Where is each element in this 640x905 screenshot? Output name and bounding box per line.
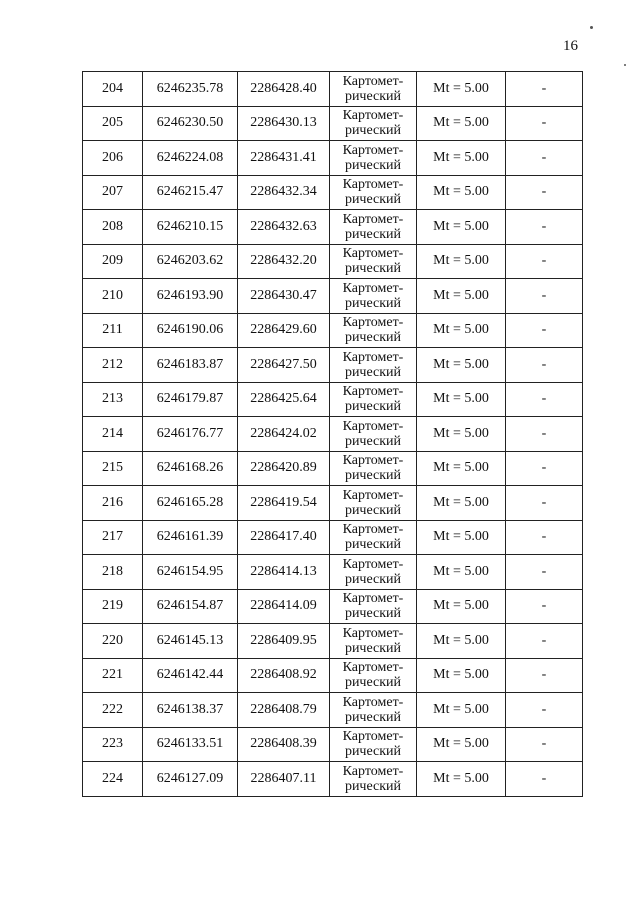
accuracy-cell: Mt = 5.00 — [417, 210, 506, 245]
x-coordinate-cell: 6246165.28 — [143, 486, 238, 521]
point-number-cell: 218 — [83, 555, 143, 590]
method-line-1: Картомет- — [342, 729, 404, 745]
point-number-cell: 207 — [83, 175, 143, 210]
table-row — [83, 451, 583, 486]
accuracy-cell: Mt = 5.00 — [417, 382, 506, 417]
table-row — [83, 693, 583, 728]
method-line-2: рический — [344, 675, 402, 691]
method-line-1: Картомет- — [342, 73, 404, 89]
y-coordinate-cell: 2286432.34 — [238, 175, 330, 210]
note-cell: - — [506, 520, 583, 555]
note-cell: - — [506, 141, 583, 176]
point-number-cell: 212 — [83, 348, 143, 383]
x-coordinate-cell: 6246133.51 — [143, 727, 238, 762]
point-number-cell: 208 — [83, 210, 143, 245]
table-row — [83, 624, 583, 659]
y-coordinate-cell: 2286409.95 — [238, 624, 330, 659]
x-coordinate-cell: 6246168.26 — [143, 451, 238, 486]
y-coordinate-cell: 2286430.13 — [238, 106, 330, 141]
method-cell — [330, 210, 417, 245]
table-row — [83, 417, 583, 452]
table-row — [83, 175, 583, 210]
coordinates-table — [82, 71, 583, 797]
method-line-1: Картомет- — [342, 177, 404, 193]
method-line-2: рический — [344, 295, 402, 311]
y-coordinate-cell: 2286417.40 — [238, 520, 330, 555]
point-number-cell: 210 — [83, 279, 143, 314]
x-coordinate-cell: 6246161.39 — [143, 520, 238, 555]
accuracy-cell: Mt = 5.00 — [417, 520, 506, 555]
table-row — [83, 348, 583, 383]
y-coordinate-cell: 2286430.47 — [238, 279, 330, 314]
method-line-1: Картомет- — [342, 625, 404, 641]
table-row — [83, 244, 583, 279]
y-coordinate-cell: 2286428.40 — [238, 72, 330, 107]
point-number-cell: 221 — [83, 658, 143, 693]
note-cell: - — [506, 693, 583, 728]
scan-speck — [590, 26, 593, 29]
point-number-cell: 205 — [83, 106, 143, 141]
accuracy-cell: Mt = 5.00 — [417, 451, 506, 486]
method-line-2: рический — [344, 123, 402, 139]
method-cell — [330, 589, 417, 624]
method-line-2: рический — [344, 468, 402, 484]
note-cell: - — [506, 382, 583, 417]
note-cell: - — [506, 210, 583, 245]
note-cell: - — [506, 762, 583, 797]
method-line-1: Картомет- — [342, 453, 404, 469]
accuracy-cell: Mt = 5.00 — [417, 279, 506, 314]
accuracy-cell: Mt = 5.00 — [417, 72, 506, 107]
accuracy-cell: Mt = 5.00 — [417, 658, 506, 693]
method-line-2: рический — [344, 364, 402, 380]
x-coordinate-cell: 6246215.47 — [143, 175, 238, 210]
table-row — [83, 141, 583, 176]
method-cell — [330, 417, 417, 452]
point-number-cell: 209 — [83, 244, 143, 279]
table-row — [83, 762, 583, 797]
method-line-2: рический — [344, 399, 402, 415]
method-line-2: рический — [344, 744, 402, 760]
method-line-1: Картомет- — [342, 315, 404, 331]
method-line-1: Картомет- — [342, 384, 404, 400]
point-number-cell: 215 — [83, 451, 143, 486]
table-row — [83, 486, 583, 521]
y-coordinate-cell: 2286407.11 — [238, 762, 330, 797]
method-line-2: рический — [344, 157, 402, 173]
accuracy-cell: Mt = 5.00 — [417, 244, 506, 279]
method-cell — [330, 658, 417, 693]
method-line-2: рический — [344, 537, 402, 553]
x-coordinate-cell: 6246145.13 — [143, 624, 238, 659]
accuracy-cell: Mt = 5.00 — [417, 348, 506, 383]
x-coordinate-cell: 6246183.87 — [143, 348, 238, 383]
point-number-cell: 224 — [83, 762, 143, 797]
note-cell: - — [506, 279, 583, 314]
point-number-cell: 223 — [83, 727, 143, 762]
method-line-2: рический — [344, 571, 402, 587]
x-coordinate-cell: 6246193.90 — [143, 279, 238, 314]
note-cell: - — [506, 624, 583, 659]
table-row — [83, 72, 583, 107]
method-line-2: рический — [344, 88, 402, 104]
x-coordinate-cell: 6246230.50 — [143, 106, 238, 141]
table-row — [83, 520, 583, 555]
coordinates-table-body — [83, 72, 583, 797]
method-cell — [330, 175, 417, 210]
method-line-2: рический — [344, 192, 402, 208]
note-cell: - — [506, 727, 583, 762]
x-coordinate-cell: 6246154.87 — [143, 589, 238, 624]
note-cell: - — [506, 244, 583, 279]
method-cell — [330, 762, 417, 797]
table-row — [83, 313, 583, 348]
method-cell — [330, 106, 417, 141]
method-line-1: Картомет- — [342, 142, 404, 158]
accuracy-cell: Mt = 5.00 — [417, 417, 506, 452]
scan-speck — [624, 64, 626, 66]
method-cell — [330, 451, 417, 486]
note-cell: - — [506, 106, 583, 141]
accuracy-cell: Mt = 5.00 — [417, 693, 506, 728]
x-coordinate-cell: 6246190.06 — [143, 313, 238, 348]
method-line-1: Картомет- — [342, 591, 404, 607]
accuracy-cell: Mt = 5.00 — [417, 555, 506, 590]
table-row — [83, 727, 583, 762]
point-number-cell: 214 — [83, 417, 143, 452]
point-number-cell: 219 — [83, 589, 143, 624]
y-coordinate-cell: 2286408.79 — [238, 693, 330, 728]
x-coordinate-cell: 6246210.15 — [143, 210, 238, 245]
method-line-1: Картомет- — [342, 660, 404, 676]
method-cell — [330, 348, 417, 383]
note-cell: - — [506, 589, 583, 624]
x-coordinate-cell: 6246235.78 — [143, 72, 238, 107]
method-line-1: Картомет- — [342, 211, 404, 227]
method-cell — [330, 279, 417, 314]
accuracy-cell: Mt = 5.00 — [417, 624, 506, 659]
method-line-2: рический — [344, 709, 402, 725]
x-coordinate-cell: 6246203.62 — [143, 244, 238, 279]
y-coordinate-cell: 2286432.20 — [238, 244, 330, 279]
method-line-2: рический — [344, 330, 402, 346]
note-cell: - — [506, 313, 583, 348]
method-line-1: Картомет- — [342, 418, 404, 434]
point-number-cell: 204 — [83, 72, 143, 107]
table-row — [83, 382, 583, 417]
y-coordinate-cell: 2286425.64 — [238, 382, 330, 417]
table-row — [83, 589, 583, 624]
x-coordinate-cell: 6246127.09 — [143, 762, 238, 797]
note-cell: - — [506, 451, 583, 486]
x-coordinate-cell: 6246176.77 — [143, 417, 238, 452]
y-coordinate-cell: 2286419.54 — [238, 486, 330, 521]
method-line-1: Картомет- — [342, 522, 404, 538]
method-line-2: рический — [344, 778, 402, 794]
method-line-2: рический — [344, 433, 402, 449]
page-number: 16 — [563, 38, 578, 54]
y-coordinate-cell: 2286427.50 — [238, 348, 330, 383]
note-cell: - — [506, 72, 583, 107]
accuracy-cell: Mt = 5.00 — [417, 727, 506, 762]
x-coordinate-cell: 6246154.95 — [143, 555, 238, 590]
point-number-cell: 222 — [83, 693, 143, 728]
accuracy-cell: Mt = 5.00 — [417, 106, 506, 141]
accuracy-cell: Mt = 5.00 — [417, 486, 506, 521]
method-cell — [330, 486, 417, 521]
x-coordinate-cell: 6246179.87 — [143, 382, 238, 417]
method-cell — [330, 693, 417, 728]
method-cell — [330, 141, 417, 176]
y-coordinate-cell: 2286429.60 — [238, 313, 330, 348]
table-row — [83, 106, 583, 141]
method-line-2: рический — [344, 261, 402, 277]
y-coordinate-cell: 2286414.13 — [238, 555, 330, 590]
method-cell — [330, 382, 417, 417]
method-line-1: Картомет- — [342, 280, 404, 296]
method-line-1: Картомет- — [342, 694, 404, 710]
method-cell — [330, 244, 417, 279]
method-line-1: Картомет- — [342, 487, 404, 503]
method-line-1: Картомет- — [342, 108, 404, 124]
method-cell — [330, 72, 417, 107]
table-row — [83, 555, 583, 590]
y-coordinate-cell: 2286424.02 — [238, 417, 330, 452]
x-coordinate-cell: 6246142.44 — [143, 658, 238, 693]
method-line-2: рический — [344, 502, 402, 518]
y-coordinate-cell: 2286420.89 — [238, 451, 330, 486]
note-cell: - — [506, 658, 583, 693]
method-cell — [330, 520, 417, 555]
table-row — [83, 658, 583, 693]
y-coordinate-cell: 2286431.41 — [238, 141, 330, 176]
accuracy-cell: Mt = 5.00 — [417, 313, 506, 348]
method-line-2: рический — [344, 606, 402, 622]
method-cell — [330, 624, 417, 659]
method-cell — [330, 555, 417, 590]
point-number-cell: 206 — [83, 141, 143, 176]
point-number-cell: 213 — [83, 382, 143, 417]
accuracy-cell: Mt = 5.00 — [417, 141, 506, 176]
accuracy-cell: Mt = 5.00 — [417, 175, 506, 210]
y-coordinate-cell: 2286408.39 — [238, 727, 330, 762]
x-coordinate-cell: 6246138.37 — [143, 693, 238, 728]
y-coordinate-cell: 2286408.92 — [238, 658, 330, 693]
note-cell: - — [506, 417, 583, 452]
method-line-1: Картомет- — [342, 349, 404, 365]
point-number-cell: 216 — [83, 486, 143, 521]
method-line-2: рический — [344, 640, 402, 656]
method-cell — [330, 727, 417, 762]
accuracy-cell: Mt = 5.00 — [417, 589, 506, 624]
method-line-1: Картомет- — [342, 763, 404, 779]
note-cell: - — [506, 348, 583, 383]
point-number-cell: 220 — [83, 624, 143, 659]
y-coordinate-cell: 2286414.09 — [238, 589, 330, 624]
point-number-cell: 217 — [83, 520, 143, 555]
table-row — [83, 279, 583, 314]
accuracy-cell: Mt = 5.00 — [417, 762, 506, 797]
method-line-1: Картомет- — [342, 246, 404, 262]
method-cell — [330, 313, 417, 348]
method-line-2: рический — [344, 226, 402, 242]
table-row — [83, 210, 583, 245]
note-cell: - — [506, 175, 583, 210]
note-cell: - — [506, 486, 583, 521]
note-cell: - — [506, 555, 583, 590]
method-line-1: Картомет- — [342, 556, 404, 572]
x-coordinate-cell: 6246224.08 — [143, 141, 238, 176]
point-number-cell: 211 — [83, 313, 143, 348]
y-coordinate-cell: 2286432.63 — [238, 210, 330, 245]
